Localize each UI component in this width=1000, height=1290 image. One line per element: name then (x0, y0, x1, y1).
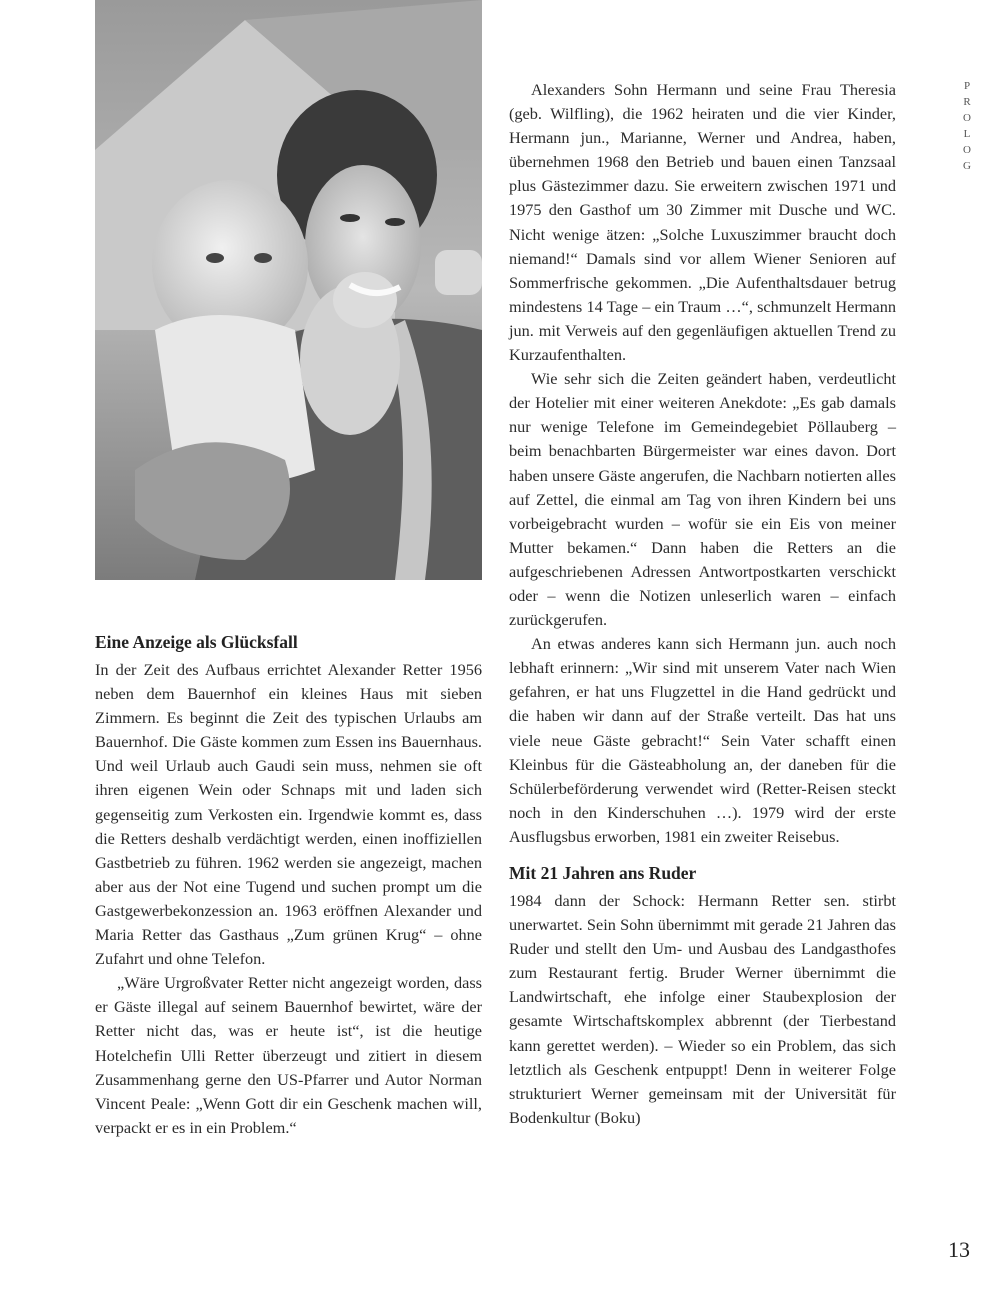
left-column (95, 630, 482, 1140)
running-header-letter: R (963, 96, 971, 108)
paragraph: Wie sehr sich die Zeiten geändert haben, verdeutlicht der Hotelier mit einer weiteren Anekdote: „Es gab damals nur wenige Telefone im Gemeindegebiet Pöllauberg – beim benachbarten Bürgermeister war eines davon. Dort haben unsere Gäste angerufen, die Nachbarn notierten alles auf Zettel, die einmal am Tag von ihren Kindern bei uns vorbeigebracht wurden – wofür sie ein Eis von meiner Mutter bekamen.“ Dann haben die Retters an die aufgeschriebenen Adressen Antwortpostkarten verschickt oder – wenn die Notizen unleserlich waren – einfach zurückgerufen. (509, 369, 896, 630)
running-header-letter: O (963, 112, 971, 124)
right-column (509, 78, 896, 1130)
running-header (962, 78, 972, 174)
section-heading-anzeige: Eine Anzeige als Glücksfall (95, 632, 298, 652)
running-header-letter: P (963, 80, 971, 92)
paragraph: Alexanders Sohn Hermann und seine Frau Theresia (geb. Wilfling), die 1962 heiraten und die vier Kinder, Hermann jun., Marianne, Werner und Andrea, haben, übernehmen 1968 den Betrieb und bauen einen Tanzsaal plus Gästezimmer dazu. Sie erweitern zwischen 1971 und 1975 den Gasthof um 30 Zimmer mit Dusche und WC. Nicht wenige ätzen: „Solche Luxuszimmer braucht doch niemand!“ Damals sind vor allem Wiener Senioren auf Sommerfrische gekommen. „Die Aufenthaltsdauer betrug mindestens 14 Tage – ein Traum …“, schmunzelt Hermann jun. mit Verweis auf den gegenläufigen aktuellen Trend zu Kurzaufenthalten. (509, 80, 896, 365)
running-header-letter: O (963, 144, 971, 156)
running-header-letter: L (963, 128, 971, 140)
page-number: 13 (948, 1237, 970, 1262)
photo-illustration-icon (95, 0, 482, 580)
paragraph: „Wäre Urgroßvater Retter nicht angezeigt worden, dass er Gäste illegal auf seinem Bauernhof bewirtet, wäre der Retter nicht das, was er heute ist“, ist die heutige Hotelchefin Ulli Retter überzeugt und zitiert in diesem Zusammenhang gerne den US-Pfarrer und Autor Norman Vincent Peale: „Wenn Gott dir ein Geschenk machen will, verpackt er es in ein Problem.“ (95, 973, 482, 1137)
paragraph: An etwas anderes kann sich Hermann jun. auch noch lebhaft erinnern: „Wir sind mit unserem Vater nach Wien gefahren, er hat uns Flugzettel in die Hand gedrückt und die haben wir dann auf der Straße verteilt. Das hat uns viele neue Gäste gebracht!“ Sein Vater schafft einen Kleinbus für die Gästeabholung an, der daneben für die Schülerbeförderung verwendet wird (Retter-Reisen steckt noch in den Kinderschuhen …). 1979 wird der erste Ausflugsbus erworben, 1981 ein zweiter Reisebus. (509, 634, 896, 846)
photo-mother-with-baby (95, 0, 482, 580)
paragraph: In der Zeit des Aufbaus errichtet Alexander Retter 1956 neben dem Bauernhof ein kleines Haus mit sieben Zimmern. Es beginnt die Zeit des typischen Urlaubs am Bauernhof. Die Gäste kommen zum Essen ins Bauernhaus. Und weil Urlaub auch Gaudi sein muss, nehmen sie oft ihren eigenen Wein oder Schnaps mit und laden sich gegenseitig zum Verkosten ein. Irgendwie kommt es, dass die Retters deshalb verdächtigt werden, einen inoffiziellen Gastbetrieb zu führen. 1962 werden sie angezeigt, machen aber aus der Not eine Tugend und suchen prompt um die Gastgewerbekonzession an. 1963 eröffnen Alexander und Maria Retter das Gasthaus „Zum grünen Krug“ – ohne Zufahrt und ohne Telefon. (95, 660, 482, 969)
running-header-letter: G (963, 160, 971, 172)
paragraph: 1984 dann der Schock: Hermann Retter sen. stirbt unerwartet. Sein Sohn übernimmt mit gerade 21 Jahren das Ruder und stellt den Um- und Ausbau des Landgasthofes zum Restaurant fertig. Bruder Werner übernimmt die Landwirtschaft, ehe infolge einer Staubexplosion der gesamte Wirtschaftskomplex abbrennt (der Tierbestand kann gerettet werden). – Wieder so ein Problem, das sich letztlich als Geschenk entpuppt! Denn in weiterer Folge strukturiert Werner gemeinsam mit der Universität für Bodenkultur (Boku) (509, 891, 896, 1127)
section-heading-ruder: Mit 21 Jahren ans Ruder (509, 863, 697, 883)
